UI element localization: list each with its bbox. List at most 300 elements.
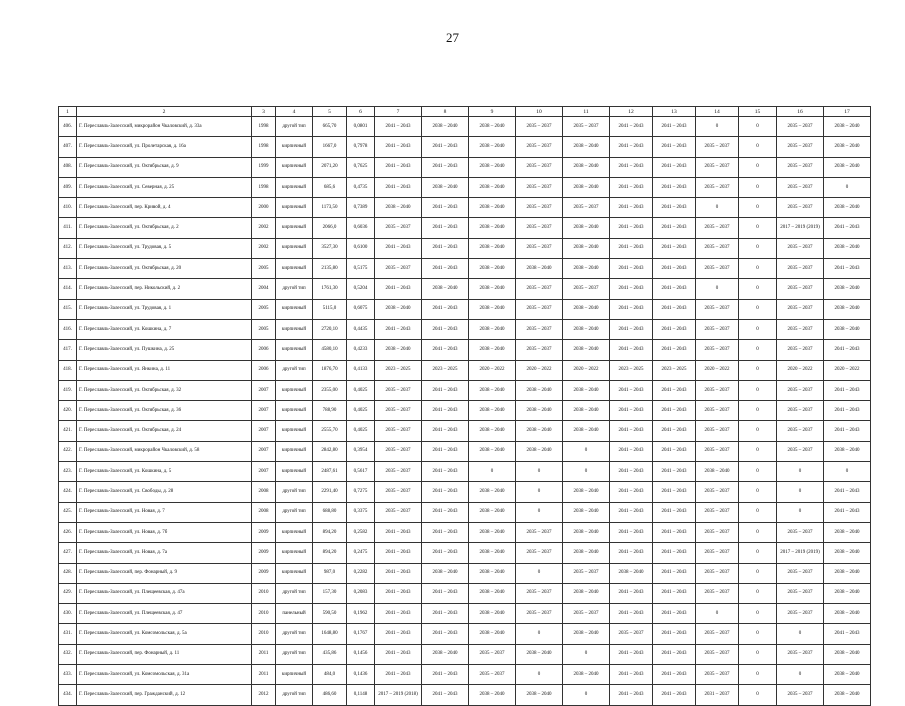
table-cell: 2041 – 2043 (610, 604, 653, 624)
table-cell: 2555,70 (313, 421, 347, 441)
table-cell: 2035 – 2037 (516, 522, 563, 542)
table-cell: 2041 – 2043 (610, 319, 653, 339)
address-cell: Г. Переславль-Залесский, пер. Кривой, д. 4 (77, 198, 252, 218)
table-cell: 0,1148 (347, 685, 375, 705)
table-cell: 2487,61 (313, 462, 347, 482)
table-cell: 2041 – 2043 (422, 462, 469, 482)
row-number-cell: 428. (59, 563, 77, 583)
table-cell: 1648,80 (313, 624, 347, 644)
table-cell: 2041 – 2043 (375, 644, 422, 664)
table-cell: 0 (739, 177, 777, 197)
table-cell: 2005 (252, 299, 276, 319)
table-cell: 2038 – 2040 (824, 279, 871, 299)
table-cell: 2041 – 2043 (653, 583, 696, 603)
table-cell: 2041 – 2043 (422, 218, 469, 238)
table-cell: 2004 (252, 279, 276, 299)
table-row (59, 543, 871, 563)
table-cell: 2041 – 2043 (422, 502, 469, 522)
row-number-cell: 417. (59, 340, 77, 360)
table-cell: 2041 – 2043 (610, 644, 653, 664)
address-cell: Г. Переславль-Залесский, ул. Плещеевская, д. 47а (77, 583, 252, 603)
table-cell: 0,4025 (347, 380, 375, 400)
table-cell: 2041 – 2043 (653, 421, 696, 441)
table-cell: 2035 – 2037 (777, 421, 824, 441)
row-number-cell: 414. (59, 279, 77, 299)
table-cell: другой тип (276, 360, 313, 380)
row-number-cell: 416. (59, 319, 77, 339)
table-cell: 484,0 (313, 665, 347, 685)
table-cell: 2038 – 2040 (824, 198, 871, 218)
table-cell: 2035 – 2037 (696, 259, 739, 279)
table-cell: 2038 – 2040 (696, 462, 739, 482)
table-cell: 2020 – 2022 (696, 360, 739, 380)
table-row (59, 563, 871, 583)
column-header: 1 (59, 107, 77, 117)
table-cell: 2008 (252, 482, 276, 502)
table-cell: 0 (739, 441, 777, 461)
column-header: 11 (563, 107, 610, 117)
table-cell: другой тип (276, 117, 313, 137)
table-cell: 2007 (252, 401, 276, 421)
table-cell: 2038 – 2040 (516, 401, 563, 421)
table-cell: 5115,0 (313, 299, 347, 319)
table-cell: 2035 – 2037 (696, 482, 739, 502)
row-number-cell: 412. (59, 238, 77, 258)
table-cell: 2005 (252, 319, 276, 339)
table-cell: 2035 – 2037 (777, 299, 824, 319)
table-cell: 2038 – 2040 (469, 563, 516, 583)
table-cell: 2038 – 2040 (469, 401, 516, 421)
row-number-cell: 426. (59, 522, 77, 542)
table-cell: 0 (516, 482, 563, 502)
table-row (59, 218, 871, 238)
table-cell: 0 (739, 218, 777, 238)
table-cell: кирпичный (276, 441, 313, 461)
row-number-cell: 422. (59, 441, 77, 461)
column-header: 8 (422, 107, 469, 117)
table-cell: 2038 – 2040 (824, 644, 871, 664)
table-cell: 0 (516, 665, 563, 685)
table-cell: 0,2475 (347, 543, 375, 563)
table-cell: 2041 – 2043 (422, 441, 469, 461)
table-body (59, 117, 871, 706)
table-cell: 2035 – 2037 (516, 218, 563, 238)
table-cell: 2035 – 2037 (696, 177, 739, 197)
table-cell: 2038 – 2040 (469, 299, 516, 319)
table-cell: 2038 – 2040 (375, 299, 422, 319)
table-cell: 2035 – 2037 (696, 299, 739, 319)
table-cell: 0,2083 (347, 583, 375, 603)
table-cell: 2035 – 2037 (777, 401, 824, 421)
table-cell: 2038 – 2040 (563, 319, 610, 339)
table-cell: 2035 – 2037 (516, 340, 563, 360)
table-cell: 2006 (252, 360, 276, 380)
table-cell: 2038 – 2040 (516, 380, 563, 400)
address-cell: Г. Переславль-Залесский, ул. Кошкина, д. 5 (77, 462, 252, 482)
address-cell: Г. Переславль-Залесский, ул. Октябрьская, д. 36 (77, 401, 252, 421)
row-number-cell: 406. (59, 117, 77, 137)
address-cell: Г. Переславль-Залесский, ул. Свободы, д. 28 (77, 482, 252, 502)
table-cell: кирпичный (276, 218, 313, 238)
table-cell: 2035 – 2037 (375, 259, 422, 279)
table-cell: 2035 – 2037 (516, 279, 563, 299)
table-row (59, 319, 871, 339)
row-number-cell: 433. (59, 665, 77, 685)
table-cell: 2038 – 2040 (563, 177, 610, 197)
table-cell: другой тип (276, 685, 313, 705)
table-cell: 2035 – 2037 (516, 238, 563, 258)
address-cell: Г. Переславль-Залесский, ул. Новая, д. 7 (77, 502, 252, 522)
table-cell: кирпичный (276, 299, 313, 319)
table-cell: 2041 – 2043 (653, 624, 696, 644)
table-row (59, 340, 871, 360)
table-cell: 2041 – 2043 (653, 644, 696, 664)
table-cell: 2041 – 2043 (422, 340, 469, 360)
table-cell: 2038 – 2040 (469, 380, 516, 400)
table-cell: 2041 – 2043 (422, 157, 469, 177)
table-cell: 2041 – 2043 (375, 563, 422, 583)
address-cell: Г. Переславль-Залесский, пер. Фонарный, д. 11 (77, 644, 252, 664)
table-cell: 2035 – 2037 (563, 604, 610, 624)
table-cell: 2038 – 2040 (516, 644, 563, 664)
table-cell: 2038 – 2040 (824, 665, 871, 685)
table-cell: 0 (739, 198, 777, 218)
header-row (59, 107, 871, 117)
table-cell: 2035 – 2037 (375, 502, 422, 522)
table-cell: 0 (739, 644, 777, 664)
table-cell: 2041 – 2043 (824, 259, 871, 279)
table-cell: 2038 – 2040 (563, 665, 610, 685)
table-cell: 0 (739, 665, 777, 685)
address-cell: Г. Переславль-Залесский, ул. Октябрьская, д. 2 (77, 218, 252, 238)
table-cell: 0 (516, 563, 563, 583)
table-cell: 0,1767 (347, 624, 375, 644)
table-cell: 2041 – 2043 (824, 340, 871, 360)
table-cell: 0 (696, 604, 739, 624)
table-cell: кирпичный (276, 401, 313, 421)
table-cell: 2035 – 2037 (777, 137, 824, 157)
table-cell: 2035 – 2037 (375, 482, 422, 502)
table-cell: 2038 – 2040 (563, 238, 610, 258)
table-cell: 2038 – 2040 (469, 685, 516, 705)
table-cell: 0 (777, 624, 824, 644)
table-cell: 2038 – 2040 (563, 380, 610, 400)
table-cell: 2038 – 2040 (563, 482, 610, 502)
column-header: 17 (824, 107, 871, 117)
table-cell: 0 (777, 502, 824, 522)
table-cell: 2005 (252, 259, 276, 279)
table-row (59, 421, 871, 441)
table-cell: 2041 – 2043 (653, 563, 696, 583)
address-cell: Г. Переславль-Залесский, ул. Трудовая, д. 1 (77, 299, 252, 319)
table-cell: 2041 – 2043 (422, 522, 469, 542)
address-cell: Г. Переславль-Залесский, ул. Пушкина, д. 25 (77, 340, 252, 360)
column-header: 3 (252, 107, 276, 117)
table-cell: 2038 – 2040 (469, 502, 516, 522)
row-number-cell: 420. (59, 401, 77, 421)
table-cell: 435,86 (313, 644, 347, 664)
table-row (59, 238, 871, 258)
table-cell: 2035 – 2037 (516, 177, 563, 197)
table-cell: 0,1436 (347, 665, 375, 685)
address-cell: Г. Переславль-Залесский, пер. Гражданский, д. 12 (77, 685, 252, 705)
row-number-cell: 429. (59, 583, 77, 603)
column-header: 5 (313, 107, 347, 117)
table-cell: 0 (739, 421, 777, 441)
table-cell: 2041 – 2043 (422, 299, 469, 319)
table-cell: 2041 – 2043 (422, 137, 469, 157)
table-cell: 2011 (252, 644, 276, 664)
table-cell: 2041 – 2043 (653, 238, 696, 258)
table-row (59, 583, 871, 603)
address-cell: Г. Переславль-Залесский, ул. Новая, д. 7б (77, 522, 252, 542)
table-cell: 0,7389 (347, 198, 375, 218)
table-cell: 2041 – 2043 (610, 482, 653, 502)
table-cell: 2038 – 2040 (375, 340, 422, 360)
table-cell: 2035 – 2037 (696, 644, 739, 664)
table-cell: 2035 – 2037 (563, 198, 610, 218)
table-cell: 0 (739, 137, 777, 157)
table-row (59, 259, 871, 279)
table-cell: 2007 (252, 441, 276, 461)
table-cell: 2035 – 2037 (375, 421, 422, 441)
table-cell: 2035 – 2037 (469, 644, 516, 664)
table-cell: 2031 – 2037 (696, 685, 739, 705)
table-cell: 2023 – 2025 (422, 360, 469, 380)
table-cell: кирпичный (276, 665, 313, 685)
table-cell: 2010 (252, 604, 276, 624)
table-row (59, 462, 871, 482)
table-cell: 894,20 (313, 522, 347, 542)
table-cell: 2011 (252, 665, 276, 685)
table-cell: 2035 – 2037 (469, 665, 516, 685)
table-cell: 0,6036 (347, 218, 375, 238)
table-cell: 2017 – 2019 (2019) (777, 543, 824, 563)
table-cell: 0 (777, 482, 824, 502)
table-cell: 0 (516, 462, 563, 482)
table-cell: 2041 – 2043 (422, 665, 469, 685)
table-row (59, 380, 871, 400)
table-cell: 2041 – 2043 (375, 157, 422, 177)
table-cell: кирпичный (276, 137, 313, 157)
table-cell: 2038 – 2040 (516, 441, 563, 461)
table-cell: 0 (739, 299, 777, 319)
table-cell: 0,4435 (347, 319, 375, 339)
table-cell: 2010 (252, 583, 276, 603)
row-number-cell: 411. (59, 218, 77, 238)
table-cell: 2035 – 2037 (696, 340, 739, 360)
table-cell: 2035 – 2037 (696, 441, 739, 461)
address-cell: Г. Переславль-Залесский, ул. Октябрьская, д. 32 (77, 380, 252, 400)
table-row (59, 157, 871, 177)
table-cell: 2041 – 2043 (610, 117, 653, 137)
table-cell: 2038 – 2040 (563, 218, 610, 238)
table-cell: 665,70 (313, 117, 347, 137)
table-cell: 2020 – 2022 (516, 360, 563, 380)
table-cell: 2041 – 2043 (375, 522, 422, 542)
table-cell: другой тип (276, 644, 313, 664)
table-cell: 2041 – 2043 (653, 340, 696, 360)
table-cell: 0,6100 (347, 238, 375, 258)
table-cell: 2041 – 2043 (824, 218, 871, 238)
row-number-cell: 419. (59, 380, 77, 400)
table-cell: 0 (469, 462, 516, 482)
table-cell: 2035 – 2037 (777, 441, 824, 461)
table-cell: 0,5204 (347, 279, 375, 299)
table-cell: 1173,50 (313, 198, 347, 218)
column-header: 7 (375, 107, 422, 117)
table-cell: 2038 – 2040 (469, 340, 516, 360)
table-cell: кирпичный (276, 319, 313, 339)
row-number-cell: 408. (59, 157, 77, 177)
table-cell: другой тип (276, 583, 313, 603)
table-cell: 2041 – 2043 (610, 665, 653, 685)
table-cell: 0 (563, 685, 610, 705)
table-cell: 2041 – 2043 (610, 218, 653, 238)
table-cell: 2041 – 2043 (824, 421, 871, 441)
table-cell: 2038 – 2040 (422, 279, 469, 299)
table-cell: 0,5617 (347, 462, 375, 482)
table-cell: 2135,80 (313, 259, 347, 279)
table-cell: кирпичный (276, 198, 313, 218)
address-cell: Г. Переславль-Залесский, ул. Новая, д. 7а (77, 543, 252, 563)
table-cell: 788,90 (313, 401, 347, 421)
table-cell: 2041 – 2043 (653, 543, 696, 563)
address-cell: Г. Переславль-Залесский, ул. Пролетарская, д. 16а (77, 137, 252, 157)
table-row (59, 299, 871, 319)
table-cell: 590,50 (313, 604, 347, 624)
table-cell: 2035 – 2037 (777, 319, 824, 339)
table-cell: 2041 – 2043 (610, 137, 653, 157)
column-header: 13 (653, 107, 696, 117)
table-cell: 2035 – 2037 (516, 117, 563, 137)
table-cell: 2035 – 2037 (777, 259, 824, 279)
table-cell: 2038 – 2040 (610, 563, 653, 583)
table-cell: 2035 – 2037 (516, 543, 563, 563)
table-row (59, 198, 871, 218)
table-cell: 2041 – 2043 (610, 380, 653, 400)
table-cell: 0 (696, 198, 739, 218)
table-cell: 2038 – 2040 (824, 299, 871, 319)
table-cell: 2035 – 2037 (375, 380, 422, 400)
table-cell: кирпичный (276, 238, 313, 258)
table-cell: 2023 – 2025 (653, 360, 696, 380)
table-cell: 2038 – 2040 (469, 238, 516, 258)
table-cell: кирпичный (276, 421, 313, 441)
table-cell: 2007 (252, 462, 276, 482)
table-cell: 987,0 (313, 563, 347, 583)
address-cell: Г. Переславль-Залесский, ул. Комсомольская, д. 31а (77, 665, 252, 685)
table-cell: 2038 – 2040 (824, 583, 871, 603)
table-cell: 2041 – 2043 (375, 177, 422, 197)
table-cell: 2041 – 2043 (422, 685, 469, 705)
table-cell: 2000 (252, 198, 276, 218)
address-cell: Г. Переславль-Залесский, пер. Никольский, д. 2 (77, 279, 252, 299)
table-row (59, 137, 871, 157)
table-cell: 2041 – 2043 (653, 177, 696, 197)
table-cell: 0 (824, 177, 871, 197)
table-cell: 157,30 (313, 583, 347, 603)
row-number-cell: 409. (59, 177, 77, 197)
table-cell: 0 (563, 644, 610, 664)
table-cell: 2041 – 2043 (422, 319, 469, 339)
table-cell: 2041 – 2043 (610, 583, 653, 603)
table-cell: 2035 – 2037 (777, 177, 824, 197)
table-cell: 2041 – 2043 (375, 117, 422, 137)
table-cell: 2041 – 2043 (824, 401, 871, 421)
column-header: 9 (469, 107, 516, 117)
table-cell: 2041 – 2043 (653, 117, 696, 137)
table-cell: 2035 – 2037 (777, 380, 824, 400)
table-cell: 2035 – 2037 (696, 319, 739, 339)
table-row (59, 604, 871, 624)
table-cell: 2041 – 2043 (610, 462, 653, 482)
table-cell: 2041 – 2043 (422, 583, 469, 603)
table-cell: другой тип (276, 482, 313, 502)
table-cell: 2038 – 2040 (469, 117, 516, 137)
page-number: 27 (446, 30, 459, 45)
table-cell: 2007 (252, 421, 276, 441)
table-cell: 2041 – 2043 (653, 319, 696, 339)
address-cell: Г. Переславль-Залесский, пер. Фонарный, д. 9 (77, 563, 252, 583)
column-header: 15 (739, 107, 777, 117)
table-cell: 2038 – 2040 (563, 259, 610, 279)
column-header: 4 (276, 107, 313, 117)
table-cell: 0 (739, 543, 777, 563)
table-cell: 0,6075 (347, 299, 375, 319)
table-cell: 2038 – 2040 (469, 319, 516, 339)
table-cell: 2041 – 2043 (653, 604, 696, 624)
table-cell: 2035 – 2037 (375, 441, 422, 461)
table-cell: 2038 – 2040 (469, 157, 516, 177)
table-cell: 2035 – 2037 (696, 137, 739, 157)
table-cell: 2041 – 2043 (375, 238, 422, 258)
table-cell: 2038 – 2040 (469, 198, 516, 218)
table-cell: 0,7275 (347, 482, 375, 502)
table-cell: кирпичный (276, 259, 313, 279)
table-cell: 2041 – 2043 (422, 259, 469, 279)
table-cell: 0,7978 (347, 137, 375, 157)
table-cell: 2041 – 2043 (422, 604, 469, 624)
table-cell: 2035 – 2037 (696, 502, 739, 522)
row-number-cell: 421. (59, 421, 77, 441)
table-cell: 0 (739, 319, 777, 339)
table-cell: 2035 – 2037 (696, 421, 739, 441)
table-cell: кирпичный (276, 462, 313, 482)
table-cell: 2041 – 2043 (422, 624, 469, 644)
table-cell: 2035 – 2037 (696, 583, 739, 603)
table-cell: 0,4025 (347, 421, 375, 441)
table-cell: кирпичный (276, 522, 313, 542)
row-number-cell: 434. (59, 685, 77, 705)
table-cell: 2041 – 2043 (653, 380, 696, 400)
table-cell: 2041 – 2043 (610, 401, 653, 421)
table-cell: кирпичный (276, 340, 313, 360)
table-cell: кирпичный (276, 157, 313, 177)
table-cell: 2038 – 2040 (516, 421, 563, 441)
table-cell: 2035 – 2037 (777, 340, 824, 360)
table-cell: 2041 – 2043 (824, 624, 871, 644)
table-cell: 2002 (252, 218, 276, 238)
column-header: 14 (696, 107, 739, 117)
table-cell: 2038 – 2040 (469, 583, 516, 603)
table-cell: 2020 – 2022 (824, 360, 871, 380)
table-cell: 2041 – 2043 (610, 177, 653, 197)
table-cell: 2020 – 2022 (469, 360, 516, 380)
table-cell: 2012 (252, 685, 276, 705)
row-number-cell: 413. (59, 259, 77, 279)
table-cell: 2035 – 2037 (375, 462, 422, 482)
